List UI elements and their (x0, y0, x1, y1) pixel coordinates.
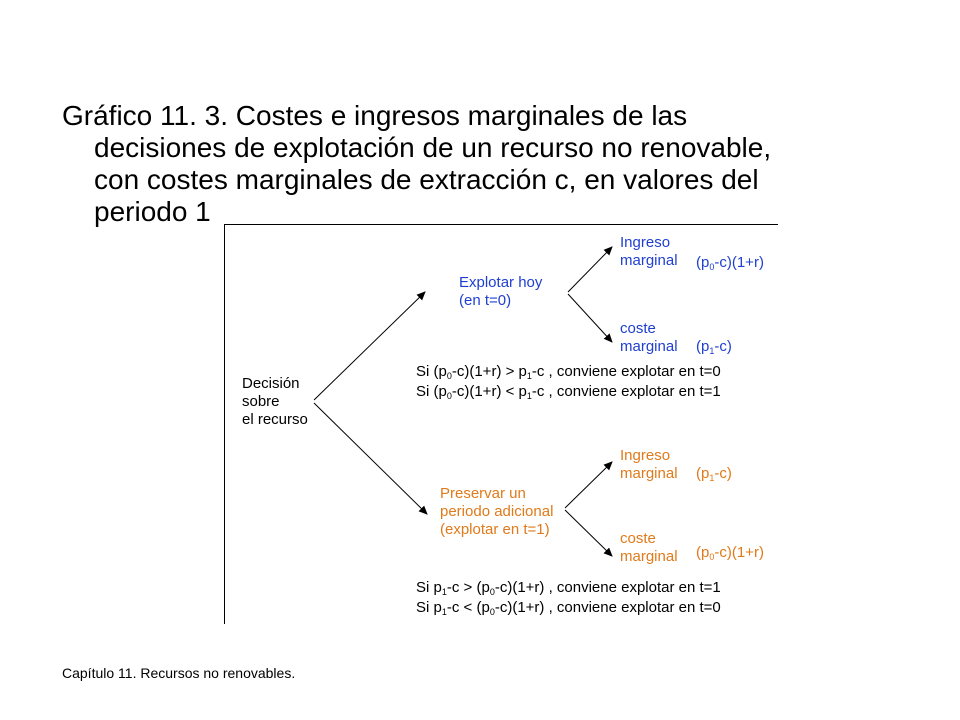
branch-bottom-line-2: periodo adicional (440, 503, 554, 520)
formula-subscript: 1 (709, 346, 715, 356)
bottom-income-label (620, 447, 678, 483)
cond-part: -c)(1+r) < p (451, 383, 527, 400)
bottom-cost-line-1: coste (620, 530, 656, 547)
root-line-3: el recurso (242, 411, 308, 428)
formula-part: -c)(1+r) (714, 544, 764, 561)
arrow-bottom-to-cost (565, 510, 612, 556)
branch-bottom-line-1: Preservar un (440, 485, 526, 502)
cond-subscript: 0 (446, 391, 452, 401)
bottom-income-line-2: marginal (620, 465, 678, 482)
branch-bottom-line-3: (explotar en t=1) (440, 521, 550, 538)
top-income-line-2: marginal (620, 252, 678, 269)
bottom-income-formula (696, 465, 732, 487)
top-income-label (620, 234, 678, 270)
top-income-formula (696, 254, 764, 276)
branch-explotar-hoy (459, 274, 542, 310)
top-cost-formula (696, 338, 732, 360)
cond-subscript: 1 (441, 607, 447, 617)
top-income-line-1: Ingreso (620, 234, 671, 251)
cond-subscript: 1 (441, 587, 447, 597)
top-cost-label (620, 320, 678, 356)
top-condition-2 (416, 382, 721, 406)
bottom-cost-formula (696, 544, 764, 566)
title-line-3: con costes marginales de extracción c, en valores del (94, 164, 759, 195)
cond-part: Si (p (416, 363, 447, 380)
branch-preservar (440, 485, 553, 539)
root-line-1: Decisión (242, 375, 300, 392)
cond-part: -c)(1+r) > p (451, 363, 527, 380)
cond-part: -c)(1+r) , conviene explotar en t=0 (494, 599, 721, 616)
cond-part: -c > (p (446, 579, 490, 596)
root-node-label (242, 375, 308, 429)
cond-subscript: 0 (489, 587, 495, 597)
cond-subscript: 1 (526, 371, 532, 381)
arrow-top-to-income (568, 247, 612, 292)
cond-part: -c < (p (446, 599, 490, 616)
title-line-1: Gráfico 11. 3. Costes e ingresos marginales de las (62, 100, 688, 131)
formula-subscript: 0 (709, 262, 715, 272)
cond-part: -c , conviene explotar en t=0 (531, 363, 721, 380)
root-line-2: sobre (242, 393, 280, 410)
bottom-condition-2 (416, 598, 721, 622)
cond-subscript: 1 (526, 391, 532, 401)
formula-part: (p (696, 465, 710, 482)
formula-part: (p (696, 254, 710, 271)
formula-subscript: 1 (709, 473, 715, 483)
arrow-bottom-to-income (565, 462, 612, 508)
footer-chapter: Capítulo 11. Recursos no renovables. (62, 665, 296, 681)
arrow-top-to-cost (568, 294, 612, 342)
bottom-cost-line-2: marginal (620, 548, 678, 565)
cond-part: Si (p (416, 383, 447, 400)
formula-subscript: 0 (709, 552, 715, 562)
cond-subscript: 0 (489, 607, 495, 617)
formula-part: -c) (714, 465, 732, 482)
arrow-root-to-bottom (314, 403, 427, 514)
formula-part: -c) (714, 338, 732, 355)
branch-top-line-1: Explotar hoy (459, 274, 543, 291)
arrow-root-to-top (314, 292, 425, 400)
top-cost-line-2: marginal (620, 338, 678, 355)
title-line-2: decisiones de explotación de un recurso no renovable, (94, 132, 772, 163)
title-line-4: periodo 1 (94, 196, 211, 227)
cond-subscript: 0 (446, 371, 452, 381)
cond-part: Si p (416, 579, 442, 596)
branch-top-line-2: (en t=0) (459, 292, 512, 309)
cond-part: -c)(1+r) , conviene explotar en t=1 (494, 579, 721, 596)
bottom-cost-label (620, 530, 678, 566)
top-cost-line-1: coste (620, 320, 656, 337)
formula-part: (p (696, 338, 710, 355)
formula-part: -c)(1+r) (714, 254, 764, 271)
bottom-income-line-1: Ingreso (620, 447, 671, 464)
cond-part: -c , conviene explotar en t=1 (531, 383, 721, 400)
formula-part: (p (696, 544, 710, 561)
cond-part: Si p (416, 599, 442, 616)
